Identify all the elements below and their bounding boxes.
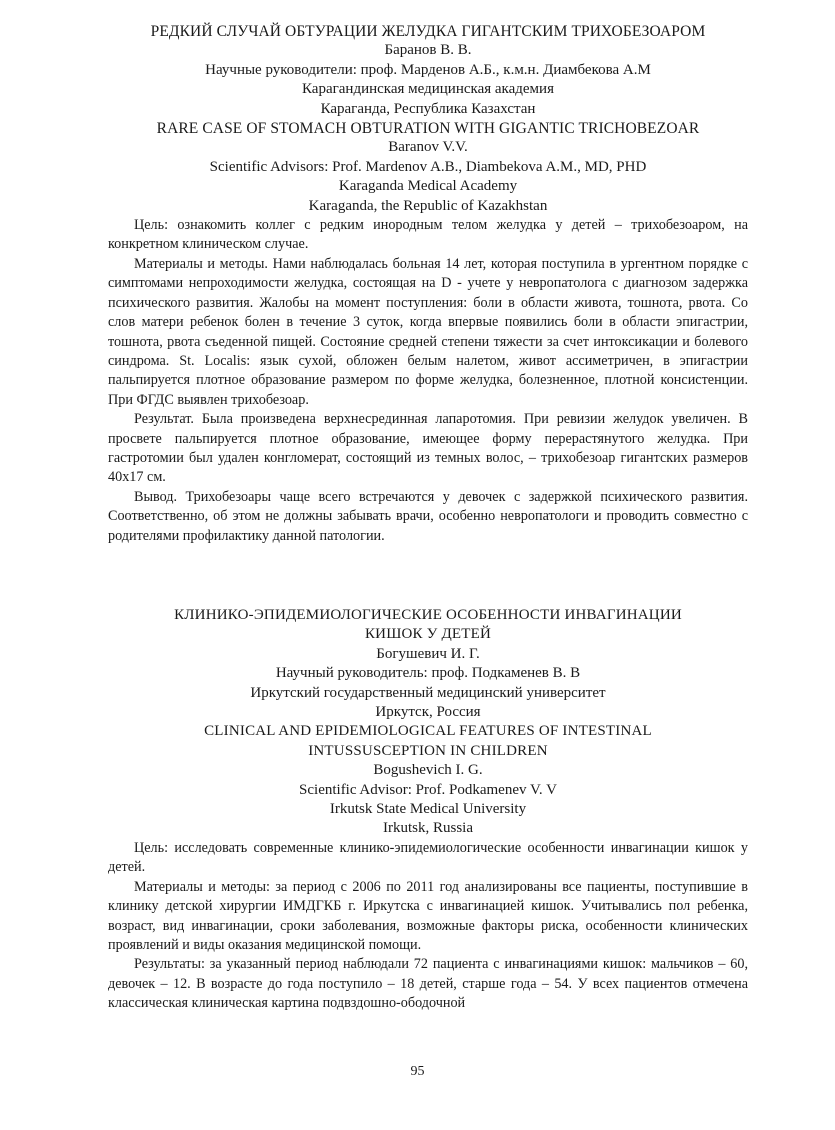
abstract-institution-en: Karaganda Medical Academy	[338, 178, 518, 195]
abstract-institution: Иркутский государственный медицинский университет	[250, 684, 606, 701]
paragraph-methods: Материалы и методы. Нами наблюдалась больная 14 лет, которая поступила в ургентном порядке с симптомами непроходимости желудка, состоящая на D - учете у невропатолога с диагнозом задержка психического развития. Жалобы на момент поступления: боли в области живота, тошнота, рвота. Со слов матери ребенок болен в течение 3 суток, когда впервые появились боли в области эпигастрии, тошнота, рвота съеденной пищей. Состояние средней степени тяжести за счет интоксикации и болевого синдрома. St. Localis: язык сухой, обложен белым налетом, живот ассиметричен, в эпигастрии пальпируется плотное образование размером по форме желудка, болезненное, плотной консистенции. При ФГДС выявлен трихобезоар.	[108, 255, 748, 408]
paragraph-methods: Материалы и методы: за период с 2006 по 2011 год анализированы все пациенты, поступившие в клинику детской хирургии ИМДГКБ г. Иркутска с инвагинацией кишок. Учитывались пол ребенка, возраст, вид инвагинации, сроки заболевания, возможные факторы риска, особенности клинических проявлений и виды оказания медицинской помощи.	[108, 878, 748, 953]
paragraph-results: Результат. Была произведена верхнесрединная лапаротомия. При ревизии желудок увеличен. В просвете пальпируется плотное образование, имеющее форму перерастянутого желудка. При гастротомии был удален конгломерат, состоящий из темных волос, – трихобезоар гигантских размеров 40х17 см.	[108, 411, 748, 486]
abstract-author: Богушевич И. Г.	[376, 645, 480, 662]
abstract-intussusception	[108, 606, 748, 1014]
abstract-author: Баранов В. В.	[384, 42, 472, 59]
abstract-institution-en: Irkutsk State Medical University	[329, 801, 527, 818]
page-number: 95	[410, 1064, 425, 1079]
abstract-title-en-line1: CLINICAL AND EPIDEMIOLOGICAL FEATURES OF INTESTINAL	[204, 723, 652, 740]
abstract-title: РЕДКИЙ СЛУЧАЙ ОБТУРАЦИИ ЖЕЛУДКА ГИГАНТСКИМ ТРИХОБЕЗОАРОМ	[150, 23, 706, 40]
abstract-location: Иркутск, Россия	[375, 704, 481, 721]
abstract-institution: Карагандинская медицинская академия	[302, 81, 554, 98]
abstract-advisors-en: Scientific Advisors: Prof. Mardenov A.B., Diambekova A.M., MD, PHD	[209, 158, 647, 175]
abstract-title-en: RARE CASE OF STOMACH OBTURATION WITH GIGANTIC TRICHOBEZOAR	[156, 120, 700, 138]
abstract-location-en: Irkutsk, Russia	[383, 820, 473, 837]
abstract-title-en-line2: INTUSSUSCEPTION IN CHILDREN	[308, 742, 548, 759]
abstract-location-en: Karaganda, the Republic of Kazakhstan	[308, 197, 548, 214]
abstract-advisor: Научный руководитель: проф. Подкаменев В. В	[275, 665, 581, 682]
abstract-trichobezoar	[108, 22, 748, 546]
abstract-location: Караганда, Республика Казахстан	[320, 100, 536, 117]
paragraph-aim: Цель: исследовать современные клинико-эпидемиологические особенности инвагинации кишок у детей.	[108, 839, 748, 876]
abstract-advisors: Научные руководители: проф. Марденов А.Б., к.м.н. Диамбекова А.М	[205, 61, 651, 78]
paragraph-aim: Цель: ознакомить коллег с редким инородным телом желудка у детей – трихобезоаром, на конкретном клиническом случае.	[108, 217, 748, 253]
abstract-title-line1: КЛИНИКО-ЭПИДЕМИОЛОГИЧЕСКИЕ ОСОБЕННОСТИ ИНВАГИНАЦИИ	[174, 607, 682, 623]
paragraph-results: Результаты: за указанный период наблюдали 72 пациента с инвагинациями кишок: мальчиков – 60, девочек – 12. В возрасте до года поступило – 18 детей, старше года – 54. У всех пациентов отмечена классическая клиническая картина подвздошно-ободочной	[108, 956, 748, 1012]
abstract-author-en: Baranov V.V.	[388, 139, 468, 156]
paragraph-conclusion: Вывод. Трихобезоары чаще всего встречаются у девочек с задержкой психического развития. Соответственно, об этом не должны забывать врачи, особенно невропатологи и проводить совместно с родителями профилактику данной патологии.	[108, 488, 748, 544]
abstract-title-line2: КИШОК У ДЕТЕЙ	[364, 626, 492, 643]
abstract-advisor-en: Scientific Advisor: Prof. Podkamenev V. V	[299, 781, 557, 798]
abstract-author-en: Bogushevich I. G.	[373, 762, 483, 779]
